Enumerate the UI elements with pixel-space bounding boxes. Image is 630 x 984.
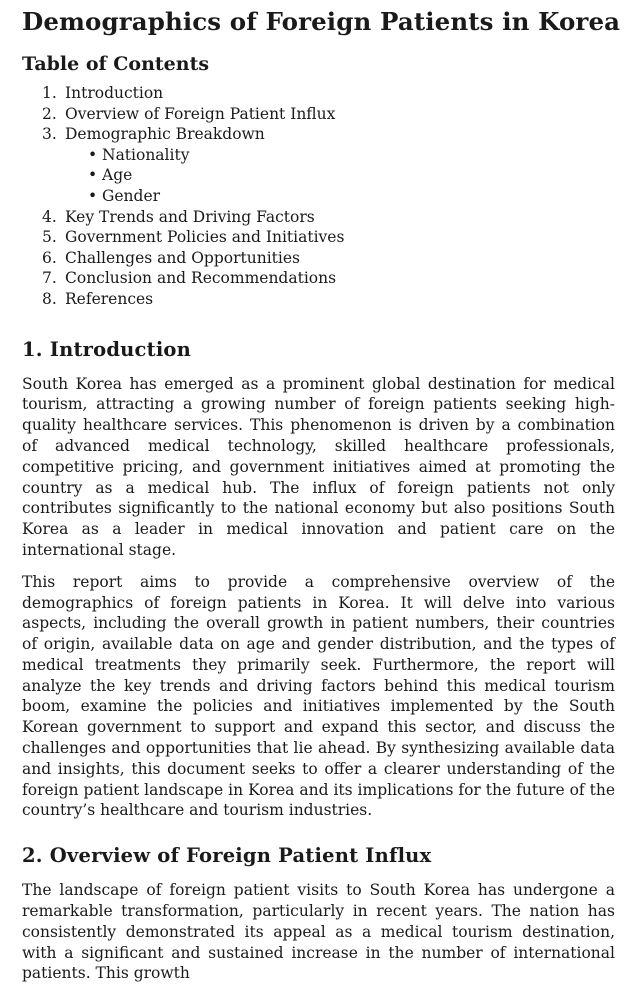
toc-item-references[interactable] (22, 289, 615, 310)
toc-sublist (22, 145, 615, 207)
toc-item-number: 8. (42, 289, 57, 308)
bullet-icon: • (88, 166, 98, 185)
toc-item-number: 3. (42, 125, 57, 144)
toc-item-label: Overview of Foreign Patient Influx (65, 104, 336, 123)
bullet-icon: • (88, 145, 98, 164)
toc-item-label: Challenges and Opportunities (65, 248, 300, 267)
toc-item-introduction[interactable] (22, 83, 615, 104)
toc-item-label: Government Policies and Initiatives (65, 228, 345, 247)
toc-item-key-trends[interactable] (22, 207, 615, 228)
toc-item-number: 2. (42, 104, 57, 123)
toc-item-number: 6. (42, 248, 57, 267)
toc-item-number: 4. (42, 207, 57, 226)
toc-subitem-nationality[interactable] (22, 145, 615, 166)
toc-subitem-gender[interactable] (22, 186, 615, 207)
toc-item-label: Demographic Breakdown (65, 125, 265, 144)
toc-item-challenges[interactable] (22, 248, 615, 269)
toc-item-number: 1. (42, 84, 57, 102)
document-title: Demographics of Foreign Patients in Korea (22, 7, 621, 36)
toc-item-number: 5. (42, 228, 57, 247)
toc-subitem-label: Gender (102, 186, 161, 205)
toc-item-label: References (65, 289, 154, 308)
toc-item-government-policies[interactable] (22, 227, 615, 248)
table-of-contents (22, 83, 615, 310)
toc-sublist-container (22, 145, 615, 207)
toc-item-label: Introduction (65, 84, 164, 102)
section-heading-overview: 2. Overview of Foreign Patient Influx (22, 844, 432, 868)
toc-subitem-age[interactable] (22, 165, 615, 186)
toc-item-label: Key Trends and Driving Factors (65, 207, 315, 226)
toc-item-label: Conclusion and Recommendations (65, 269, 337, 288)
toc-item-overview[interactable] (22, 104, 615, 125)
introduction-paragraph: South Korea has emerged as a prominent global destination for medical tourism, attracting a growing number of foreign patients seeking high-quality healthcare services. This phenomenon is driven by a combination of advanced medical technology, skilled healthcare professionals, competitive pricing, and government initiatives aimed at promoting the country as a medical hub. The influx of foreign patients not only contributes significantly to the national economy but also positions South Korea as a leader in medical innovation and patient care on the international stage. (22, 374, 615, 559)
bullet-icon: • (88, 186, 98, 205)
toc-item-demographic-breakdown[interactable] (22, 124, 615, 145)
section-heading-introduction: 1. Introduction (22, 337, 192, 361)
document-page (22, 6, 621, 984)
toc-item-number: 7. (42, 269, 57, 288)
toc-heading: Table of Contents (22, 53, 210, 75)
toc-subitem-label: Age (102, 166, 133, 185)
toc-subitem-label: Nationality (102, 145, 190, 164)
toc-item-conclusion[interactable] (22, 268, 615, 289)
introduction-paragraph: This report aims to provide a comprehensive overview of the demographics of foreign patients in Korea. It will delve into various aspects, including the overall growth in patient numbers, their countries of origin, available data on age and gender distribution, and the types of medical treatments they primarily seek. Furthermore, the report will analyze the key trends and driving factors behind this medical tourism boom, examine the policies and initiatives implemented by the South Korean government to support and expand this sector, and discuss the challenges and opportunities that lie ahead. By synthesizing available data and insights, this document seeks to offer a clearer understanding of the foreign patient landscape in Korea and its implications for the future of the country’s healthcare and tourism industries. (22, 572, 615, 820)
overview-paragraph: The landscape of foreign patient visits to South Korea has undergone a remarkable transformation, particularly in recent years. The nation has consistently demonstrated its appeal as a medical tourism destination, with a significant and sustained increase in the number of international patients. This growth (22, 881, 615, 983)
